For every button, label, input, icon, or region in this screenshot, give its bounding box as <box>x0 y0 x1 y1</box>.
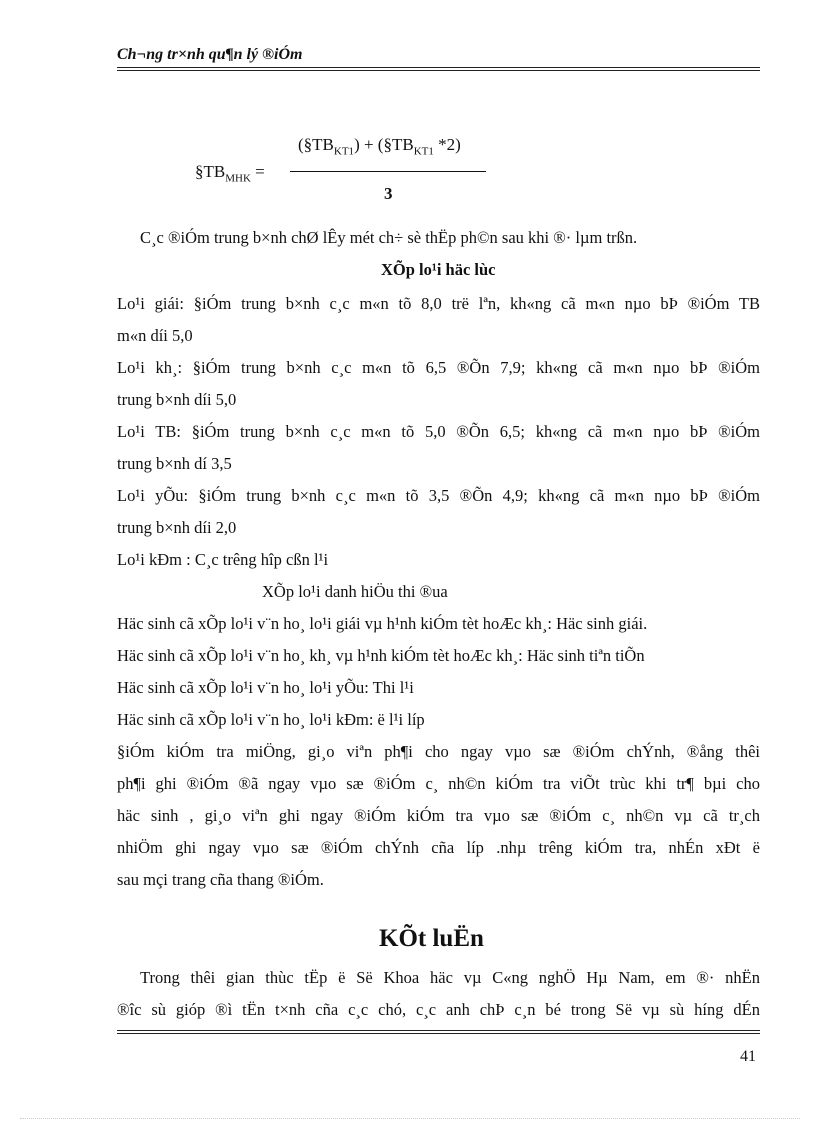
running-header: Ch¬ng tr×nh qu¶n lý ®iÓm <box>117 46 303 63</box>
body-line: Häc sinh cã xÕp lo¹i v¨n ho¸ lo¹i giái vµ h¹nh kiÓm tèt hoÆc kh¸: Häc sinh giái. <box>117 614 648 633</box>
page-number: 41 <box>740 1048 756 1065</box>
section-heading-academic: XÕp lo¹i häc lùc <box>381 260 496 279</box>
section-heading-emulation: XÕp lo¹i danh hiÖu thi ®ua <box>262 582 448 601</box>
header-rule-top <box>117 67 760 68</box>
body-line: Häc sinh cã xÕp lo¹i v¨n ho¸ lo¹i kÐm: ë l¹i líp <box>117 710 425 729</box>
footer-rule-bottom <box>117 1033 760 1034</box>
body-line: häc sinh , gi¸o viªn ghi ngay ®iÓm kiÓm tra vµo sæ ®iÓm c¸ nh©n vµ cã tr¸ch <box>117 806 760 825</box>
fraction-bar <box>290 171 486 172</box>
formula-lhs: $\S TB_{MHK}$ = <box>195 162 265 185</box>
conclusion-title: KÕt luËn <box>379 925 484 952</box>
body-line: Häc sinh cã xÕp lo¹i v¨n ho¸ kh¸ vµ h¹nh kiÓm tèt hoÆc kh¸: Häc sinh tiªn tiÕn <box>117 646 645 665</box>
body-line: Lo¹i yÕu: §iÓm trung b×nh c¸c m«n tõ 3,5 ®Õn 4,9; kh«ng cã m«n nµo bÞ ®iÓm <box>117 486 760 505</box>
footer-rule-top <box>117 1030 760 1031</box>
body-line: Lo¹i kÐm : C¸c trêng hîp cßn l¹i <box>117 550 329 569</box>
intro-text: C¸c ®iÓm trung b×nh chØ lÊy mét ch÷ sè thËp ph©n sau khi ®· lµm trßn. <box>140 228 638 247</box>
body-line: nhiÖm ghi ngay vµo sæ ®iÓm chÝnh cña líp .nhµ trêng kiÓm tra, nhÉn xÐt ë <box>117 838 760 857</box>
page-edge-dotted-line <box>20 1118 800 1119</box>
body-line: m«n díi 5,0 <box>117 326 193 345</box>
body-line: trung b×nh díi 5,0 <box>117 390 237 409</box>
body-line: Lo¹i kh¸: §iÓm trung b×nh c¸c m«n tõ 6,5 ®Õn 7,9; kh«ng cã m«n nµo bÞ ®iÓm <box>117 358 760 377</box>
body-line: Häc sinh cã xÕp lo¹i v¨n ho¸ lo¹i yÕu: Thi l¹i <box>117 678 414 697</box>
body-line: trung b×nh dí 3,5 <box>117 454 232 473</box>
formula-denominator: 3 <box>384 184 393 203</box>
body-line: Lo¹i TB: §iÓm trung b×nh c¸c m«n tõ 5,0 ®Õn 6,5; kh«ng cã m«n nµo bÞ ®iÓm <box>117 422 760 441</box>
conclusion-line: Trong thêi gian thùc tËp ë Së Khoa häc vµ C«ng nghÖ Hµ Nam, em ®· nhËn <box>140 968 760 987</box>
formula-numerator: $(\S TB_{KT1})$ + ($\S TB_{KT1}$ *2) <box>298 135 461 158</box>
body-line: ph¶i ghi ®iÓm ®ã ngay vµo sæ ®iÓm c¸ nh©n kiÓm tra viÕt trùc khi tr¶ bµi cho <box>117 774 760 793</box>
header-rule-bottom <box>117 70 760 71</box>
body-line: trung b×nh díi 2,0 <box>117 518 237 537</box>
body-line: sau mçi trang cña thang ®iÓm. <box>117 870 324 889</box>
body-line: Lo¹i giái: §iÓm trung b×nh c¸c m«n tõ 8,0 trë lªn, kh«ng cã m«n nµo bÞ ®iÓm TB <box>117 294 760 313</box>
conclusion-line: ®îc sù gióp ®ì tËn t×nh cña c¸c chó, c¸c anh chÞ c¸n bé trong Së vµ sù híng dÉn <box>117 1000 760 1019</box>
body-line: §iÓm kiÓm tra miÖng, gi¸o viªn ph¶i cho ngay vµo sæ ®iÓm chÝnh, ®ång thêi <box>117 742 760 761</box>
